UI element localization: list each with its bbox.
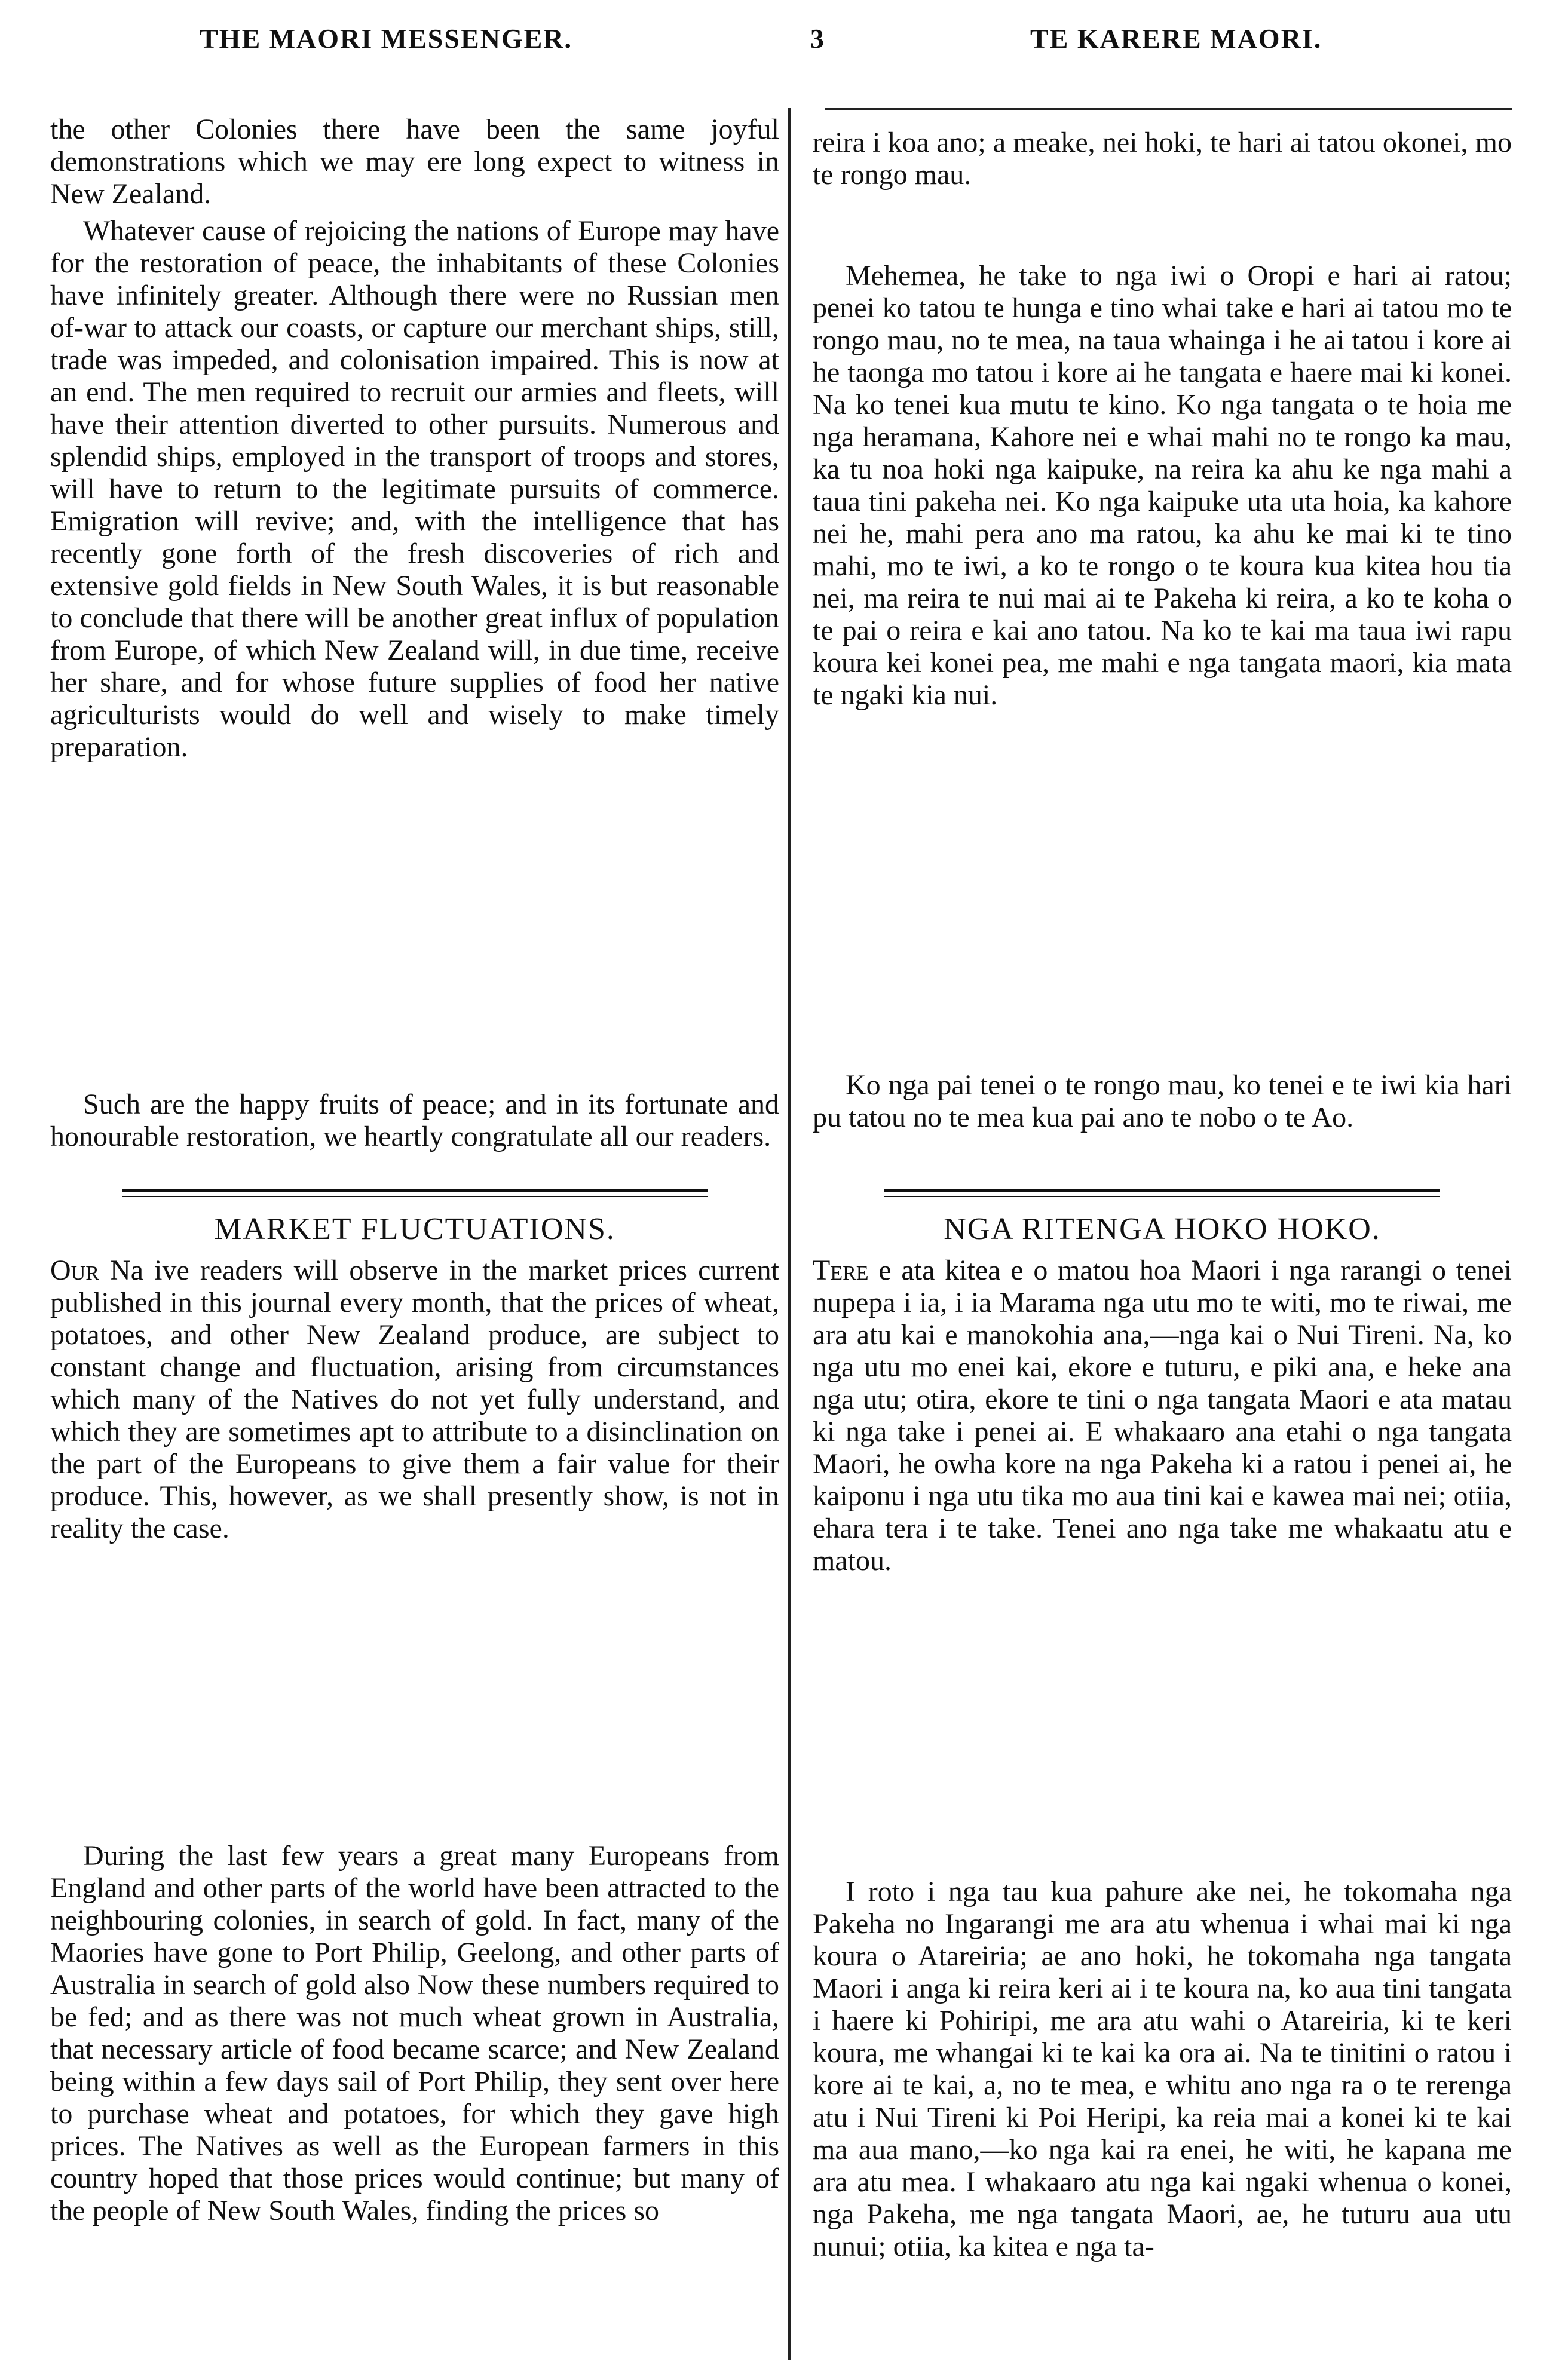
english-paragraph-3 (50, 1088, 779, 1153)
section-rule (122, 1189, 708, 1197)
paragraph-text: Ko nga pai tenei o te rongo mau, ko tenei e te iwi kia hari pu tatou no te mea kua pai ano te nobo o te Ao. (813, 1069, 1512, 1133)
drop-cap-word: Tere (813, 1255, 869, 1286)
paragraph-text: the other Colonies there have been the same joyful demonstrations which we may ere long expect to witness in New Zealand. (50, 114, 779, 210)
paragraph-text: reira i koa ano; a meake, nei hoki, te hari ai tatou okonei, mo te rongo mau. (813, 127, 1512, 191)
maori-paragraph-4 (813, 1255, 1512, 1577)
drop-cap-word: Our (50, 1255, 99, 1286)
paragraph-text (50, 1255, 779, 1545)
paragraph-text: Mehemea, he take to nga iwi o Oropi e hari ai ratou; penei ko tatou te hunga e tino whai take e hari ai tatou mo te rongo mau, no te mea, na taua whainga i he ai tatou i kore ai he taonga mo tatou i kore ai he tangata e haere mai ki konei. Na ko tenei kua mutu te kino. Ko nga tangata o te hoia me nga heramana, Kahore nei e whai mahi no te rongo ka mau, ka tu noa hoki nga kaipuke, na reira ka ahu ke nga mahi a taua tini pakeha nei. Ko nga kaipuke uta uta hoia, ka kahore nei he, mahi pera ano ma ratou, ka ahu ke mai ki te tino mahi, mo te iwi, a ko te rongo o te koura kua kitea hou tia nei, ma reira te nui mai ai te Pakeha ki reira, a ko te koha o te pai o reira e kai ano tatou. Na ko te kai ma taua iwi rapu koura kei konei pea, me mahi e nga tangata maori, kia mata te ngaki kia nui. (813, 260, 1512, 711)
market-paragraph-1 (50, 1255, 779, 1545)
english-masthead-title: THE MAORI MESSENGER. (200, 23, 573, 54)
paragraph-text: During the last few years a great many Europeans from England and other parts of the world have been attracted to the neighbouring colonies, in search of gold. In fact, many of the Maories have gone to Port Philip, Geelong, and other parts of Australia in search of gold also Now these numbers required to be fed; and as there was not much wheat grown in Australia, that necessary article of food became scarce; and New Zealand being within a few days sail of Port Philip, they sent over here to purchase wheat and potatoes, for which they gave high prices. The Natives as well as the European farmers in this country hoped that those prices would continue; but many of the people of New South Wales, finding the prices so (50, 1840, 779, 2226)
running-head (50, 23, 1496, 65)
maori-paragraph-3 (813, 1069, 1512, 1134)
maori-paragraph-5 (813, 1876, 1512, 2263)
paragraph-text: I roto i nga tau kua pahure ake nei, he tokomaha nga Pakeha no Ingarangi me ara atu whenua i whai mai ki nga koura o Atareiria; ae ano hoki, he tokomaha nga tangata Maori i anga ki reira keri ai i te koura na, ko aua tini tangata i haere ki Pohiripi, me ara atu wahi o Atareiria, ki te keri koura, me whangai ki te kai ka ora ai. Na te tinitini o ratou i kore ai te kai, a, no te mea, e whitu ano nga ra o te rerenga atu i Nui Tireni ki Poi Heripi, ka reia mai a konei ki te kai ma aua mano,—ko nga kai ra enei, he witi, he kapana me ara atu mea. I whakaaro atu nga kai ngaki whenua o konei, nga Pakeha, me nga tangata Maori, ae, he tuturu aua utu nunui; otiia, ka kitea e nga ta- (813, 1876, 1512, 2262)
section-rule (884, 1189, 1440, 1197)
paragraph-body: e ata kitea e o matou hoa Maori i nga rarangi o tenei nupepa i ia, i ia Marama nga utu mo te witi, mo te riwai, me ara atu kai e manokohia ana,—nga kai o Nui Tireni. Na, ko nga utu mo enei kai, ekore e tuturu, e piki ana, e heke ana nga utu; otira, ekore te tini o nga tangata Maori e ata matau ki nga take i penei ai. E whakaaro ana etahi o nga tangata Maori, he owha kore na nga Pakeha ki a ratou i penei ai, he kaiponu i nga utu tika mo aua tini kai e kawea mai nei; otiia, ehara tera i te take. Tenei ano nga take me whakaatu atu e matou. (813, 1255, 1512, 1577)
english-paragraph-2 (50, 215, 779, 763)
header-rule (825, 108, 1512, 110)
page-number: 3 (810, 23, 825, 54)
paragraph-body: Na ive readers will observe in the market prices current published in this journal every month, that the prices of wheat, potatoes, and other New Zealand produce, are subject to constant change and fluctuation, arising from circumstances which many of the Natives do not yet fully understand, and which they are sometimes apt to attribute to a disinclination on the part of the Europeans to give them a fair value for their produce. This, however, as we shall presently show, is not in reality the case. (50, 1255, 779, 1544)
market-paragraph-2 (50, 1840, 779, 2227)
paragraph-text: Whatever cause of rejoicing the nations of Europe may have for the restoration of peace, the inhabitants of these Colonies have infinitely greater. Although there were no Russian men of-war to attack our coasts, or capture our merchant ships, still, trade was impeded, and colonisation impaired. This is now at an end. The men required to recruit our armies and fleets, will have their attention diverted to other pursuits. Numerous and splendid ships, employed in the transport of troops and stores, will have to return to the legitimate pursuits of commerce. Emigration will revive; and, with the intelligence that has recently gone forth of the fresh discoveries of rich and extensive gold fields in New South Wales, it is but reasonable to conclude that there will be another great influx of population from Europe, of which New Zealand will, in due time, receive her share, and for whose future supplies of food her native agriculturists would do well and wisely to make timely preparation. (50, 215, 779, 763)
maori-paragraph-2 (813, 260, 1512, 711)
paragraph-text: Such are the happy fruits of peace; and in its fortunate and honourable restoration, we heartly congratulate all our readers. (50, 1088, 779, 1152)
maori-masthead-title: TE KARERE MAORI. (1030, 23, 1322, 54)
section-title-nga-ritenga: NGA RITENGA HOKO HOKO. (944, 1212, 1381, 1246)
english-paragraph-1 (50, 114, 779, 210)
maori-paragraph-1 (813, 127, 1512, 191)
column-divider (788, 108, 791, 2360)
paragraph-text (813, 1255, 1512, 1577)
section-title-market-fluctuations: MARKET FLUCTUATIONS. (214, 1212, 615, 1246)
